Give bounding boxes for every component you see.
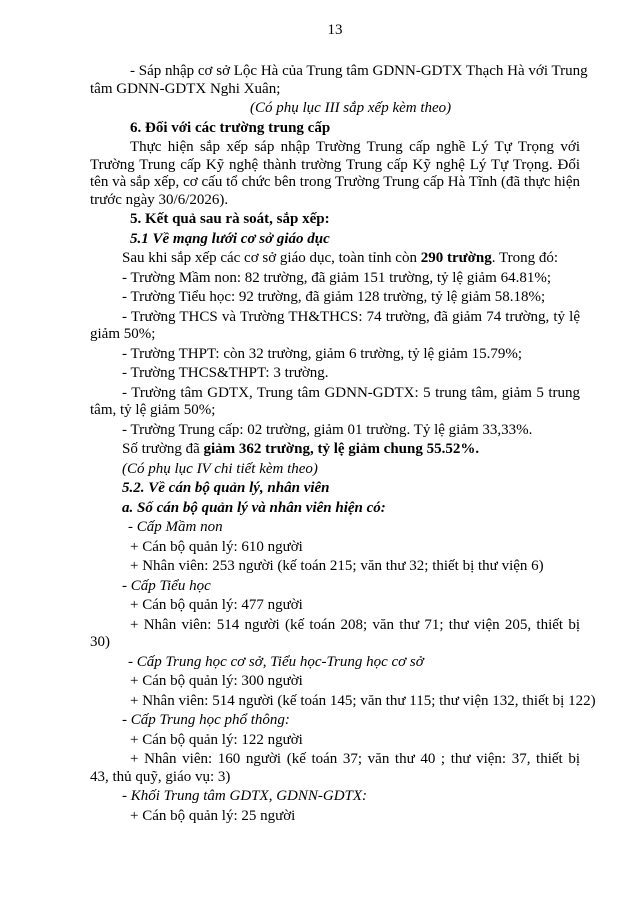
managers-line: + Cán bộ quản lý: 25 người <box>130 807 296 824</box>
paragraph-line: Thực hiện sắp xếp sáp nhập Trường Trung cấp nghề Lý Tự Trọng với <box>130 139 580 155</box>
managers-line: + Cán bộ quản lý: 477 người <box>130 597 303 613</box>
managers-line: + Cán bộ quản lý: 610 người <box>130 538 303 555</box>
section-5-2-heading: 5.2. Về cán bộ quản lý, nhân viên <box>122 480 330 496</box>
section-5-1-heading: 5.1 Về mạng lưới cơ sở giáo dục <box>130 230 330 247</box>
merge-item-line: tâm GDNN-GDTX Nghi Xuân; <box>90 80 281 97</box>
employees-item <box>90 751 580 786</box>
staff-subheading: a. Số cán bộ quản lý và nhân viên hiện có: <box>122 499 386 516</box>
list-item: - Trường THPT: còn 32 trường, giảm 6 trường, tỷ lệ giảm 15.79%; <box>122 345 523 362</box>
intro-text-end: . Trong đó: <box>491 250 559 266</box>
employees-item <box>90 617 580 652</box>
employees-line: 30) <box>90 634 110 650</box>
document-body <box>90 63 596 825</box>
reduced-count: giảm 362 trường <box>203 441 310 457</box>
section-6-heading: 6. Đối với các trường trung cấp <box>130 119 331 136</box>
level-name: - Cấp Trung học phổ thông: <box>122 712 290 728</box>
list-item-line: - Trường THCS và Trường TH&THCS: 74 trường, đã giảm 74 trường, tỷ lệ <box>122 308 580 325</box>
list-item: - Trường THCS&THPT: 3 trường. <box>122 365 329 381</box>
reduction-rate: tỷ lệ giảm chung 55.52%. <box>317 441 480 457</box>
level-name: - Cấp Mầm non <box>128 519 223 535</box>
network-intro <box>90 250 580 268</box>
list-item-line: giảm 50%; <box>90 326 156 342</box>
merge-item-line: - Sáp nhập cơ sở Lộc Hà của Trung tâm GDNN-GDTX Thạch Hà với Trung <box>130 63 588 79</box>
summary-text: Số trường đã <box>122 441 200 457</box>
total-schools: 290 trường <box>420 250 492 266</box>
level-name: - Cấp Tiểu học <box>122 577 211 594</box>
managers-line: + Cán bộ quản lý: 300 người <box>130 673 303 689</box>
merge-item <box>90 63 588 98</box>
network-summary <box>90 441 580 459</box>
summary-separator: , <box>309 441 314 457</box>
list-item-line: - Trường tâm GDTX, Trung tâm GDNN-GDTX: 5 trung tâm, giảm 5 trung <box>122 384 580 401</box>
list-item <box>90 385 580 420</box>
level-name: - Cấp Trung học cơ sở, Tiểu học-Trung học cơ sở <box>128 653 424 670</box>
paragraph-line: tên và sắp xếp, cơ cấu tổ chức bên trong Trường Trung cấp Hà Tĩnh (đã thực hiện <box>90 174 580 190</box>
list-item: - Trường Mầm non: 82 trường, đã giảm 151 trường, tỷ lệ giảm 64.81%; <box>122 269 551 286</box>
section-5-heading: 5. Kết quả sau rà soát, sắp xếp: <box>130 211 330 227</box>
page-number: 13 <box>327 22 343 38</box>
list-item: - Trường Trung cấp: 02 trường, giảm 01 trường. Tỷ lệ giảm 33,33%. <box>122 421 533 438</box>
section-6-paragraph <box>90 139 580 209</box>
appendix-iv-note: (Có phụ lục IV chi tiết kèm theo) <box>122 460 318 477</box>
employees-line: 43, thủ quỹ, giáo vụ: 3) <box>90 768 231 785</box>
list-item: - Trường Tiểu học: 92 trường, đã giảm 128 trường, tỷ lệ giảm 58.18%; <box>122 289 546 305</box>
intro-text: Sau khi sắp xếp các cơ sở giáo dục, toàn tỉnh còn <box>122 250 417 266</box>
level-name: - Khối Trung tâm GDTX, GDNN-GDTX: <box>122 788 368 804</box>
employees-line: + Nhân viên: 253 người (kế toán 215; văn thư 32; thiết bị thư viện 6) <box>130 558 544 574</box>
managers-line: + Cán bộ quản lý: 122 người <box>130 731 303 748</box>
list-item <box>90 309 580 344</box>
appendix-iii-note: (Có phụ lục III sắp xếp kèm theo) <box>250 100 452 116</box>
paragraph-line: trước ngày 30/6/2026). <box>90 191 229 208</box>
employees-line: + Nhân viên: 514 người (kế toán 208; văn thư 71; thư viện 205, thiết bị <box>130 616 580 633</box>
paragraph-line: Trường Trung cấp Kỹ nghệ thành trường Trung cấp Kỹ nghệ Lý Tự Trọng. Đổi <box>90 156 580 173</box>
employees-line: + Nhân viên: 514 người (kế toán 145; văn thư 115; thư viện 132, thiết bị 122) <box>130 692 596 709</box>
employees-line: + Nhân viên: 160 người (kế toán 37; văn thư 40 ; thư viện: 37, thiết bị <box>130 751 580 767</box>
list-item-line: tâm, tỷ lệ giảm 50%; <box>90 402 216 418</box>
